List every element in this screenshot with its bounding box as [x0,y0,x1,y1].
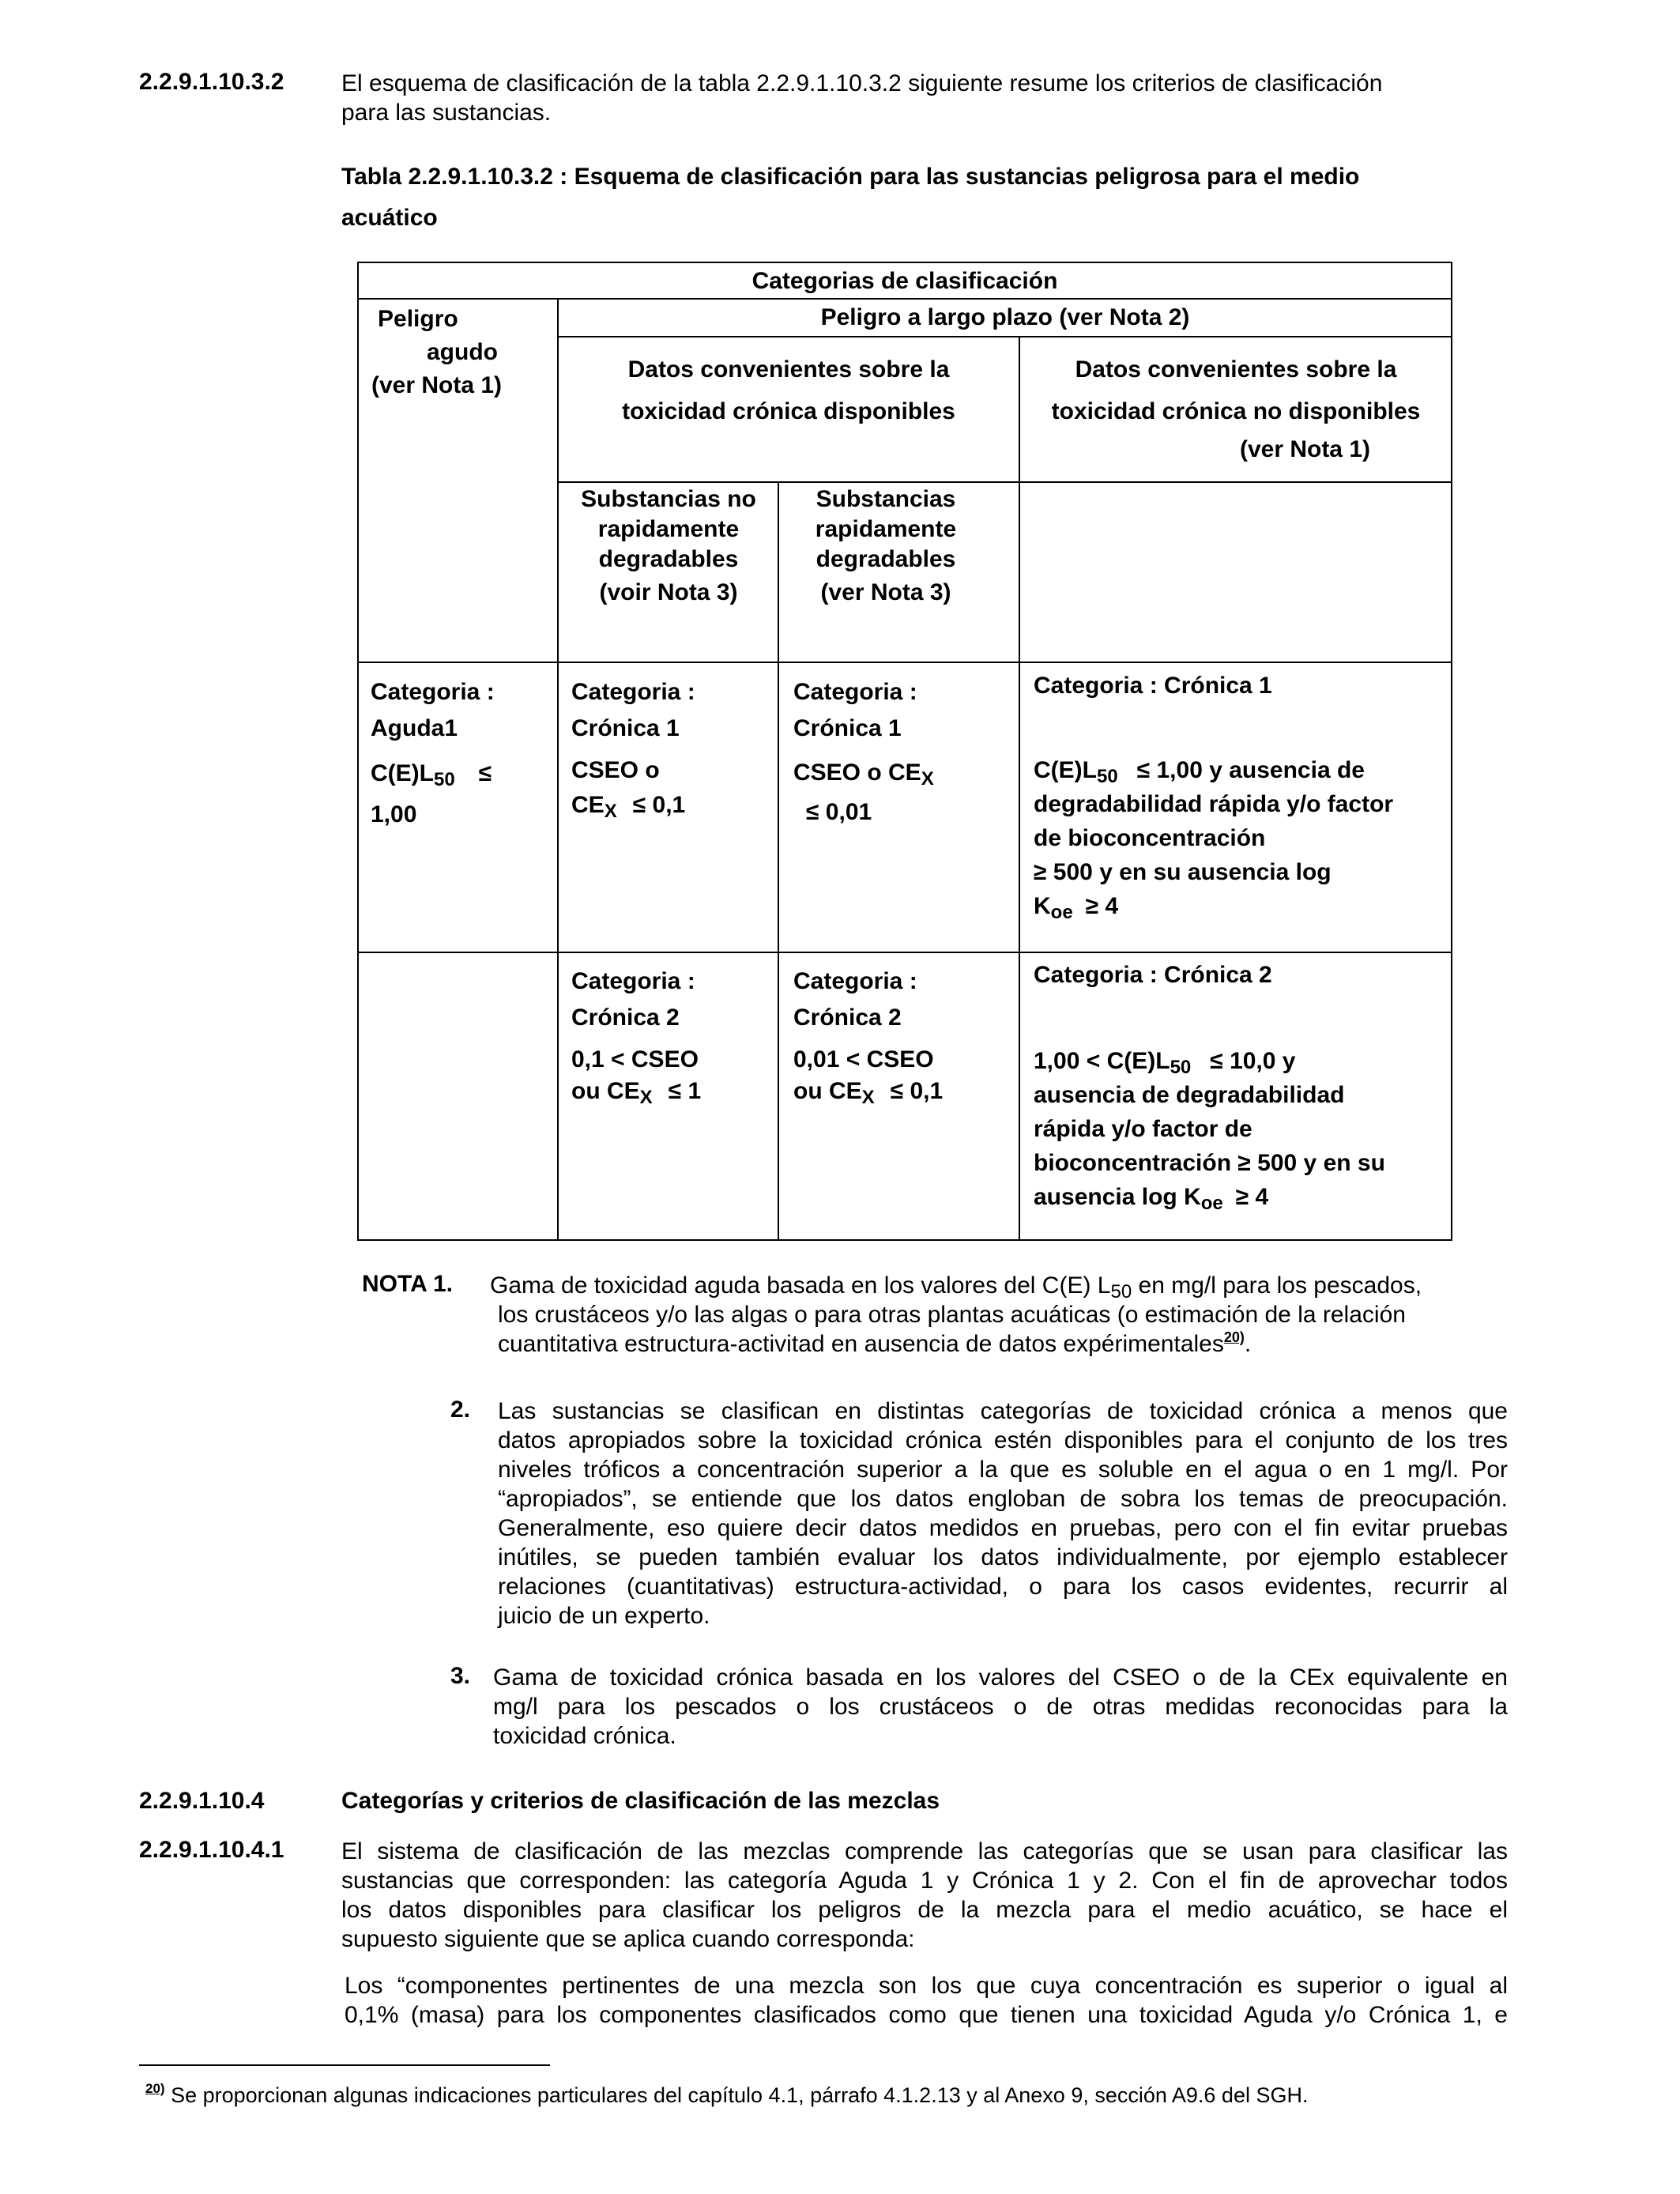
paragraph-line: Gama de toxicidad crónica basada en los valores del CSEO o de la CEx equivalente en [493,1664,1508,1691]
note-text: . [1244,1331,1252,1357]
cell-line: Crónica 2 [793,1005,902,1031]
footnote-text: Se proporcionan algunas indicaciones particulares del capítulo 4.1, párrafo 4.1.2.13 y al Anexo 9, sección A9.6 del SGH. [164,2083,1309,2107]
paragraph-line: 0,1% (masa) para los componentes clasificados como que tienen una toxicidad Aguda y/o Crónica 1, e [345,2002,1508,2028]
rapidly-degradable-header [779,484,993,611]
header-line: Substancias no [581,486,756,512]
paragraph-line: datos apropiados sobre la toxicidad crónica estén disponibles para el conjunto de los tres [498,1427,1508,1453]
crit-text: ≤ 0,1 [632,792,686,818]
section-paragraph [345,1971,1508,2030]
paragraph-line: relaciones (cuantitativas) estructura-actividad, o para los casos evidentes, recurrir al [498,1574,1508,1600]
paragraph-line: El esquema de clasificación de la tabla 2.2.9.1.10.3.2 siguiente resume los criterios de clasificación [341,70,1383,96]
note-sub: 50 [1110,1281,1132,1302]
paragraph-line: toxicidad crónica. [493,1723,676,1749]
crit-sub: oe [1050,902,1073,923]
crit-text: ≥ 500 y en su ausencia log [1034,859,1332,885]
header-line: rapidamente [597,516,740,542]
chronic1-nodata-criterion-cell [1034,753,1448,923]
section-number: 2.2.9.1.10.4 [139,1788,265,1814]
paragraph-line: inútiles, se pueden también evaluar los datos individualmente, por ejemplo establecer [498,1544,1508,1570]
crit-text: C(E)L [371,760,434,786]
header-line: (ver Nota 3) [820,579,951,605]
paragraph-line: Generalmente, eso quiere decir datos medidos en pruebas, pero con el fin evitar pruebas [498,1515,1508,1541]
chronic2-rapid-criterion-cell [793,1044,1007,1107]
crit-text: ≤ 0,01 [806,799,872,825]
paragraph-line: niveles tróficos a concentración superior a la que es soluble en el agua o en 1 mg/l. Por [498,1457,1508,1483]
caption-line: Tabla 2.2.9.1.10.3.2 : Esquema de clasificación para las sustancias peligrosa para el medio [341,164,1360,190]
crit-sub: oe [1200,1193,1223,1214]
footnote-mark: 20) [145,2081,165,2096]
crit-text: ≤ 10,0 y [1210,1048,1296,1074]
chronic2-nonrapid-criterion-cell [571,1044,769,1107]
cell-line: Categoria : [571,968,695,994]
header-line: (ver Nota 1) [371,372,503,398]
footnote-ref: 20) [1223,1329,1245,1345]
header-line: Datos convenientes sobre la [1075,356,1397,383]
crit-sub: X [639,1087,653,1108]
crit-text: CSEO o CE [793,760,921,786]
crit-text: ≤ 1 [668,1078,702,1104]
crit-text: bioconcentración ≥ 500 y en su [1034,1150,1385,1176]
header-line: (ver Nota 1) [1239,436,1370,462]
crit-text: ausencia de degradabilidad [1034,1082,1345,1108]
crit-sub: X [861,1087,875,1108]
table-caption [341,156,1511,239]
note3-label: 3. [450,1663,471,1689]
note1-text [490,1271,1509,1359]
crit-text: 1,00 < C(E)L [1034,1048,1170,1074]
paragraph-line: supuesto siguiente que se aplica cuando corresponda: [341,1926,915,1952]
note-text: cuantitativa estructura-activitad en ausencia de datos expérimentales [498,1331,1224,1357]
caption-line: acuático [341,205,438,231]
chronic-data-available-header [558,349,1019,432]
paragraph-line: para las sustancias. [341,100,552,126]
crit-text: K [1034,893,1051,919]
crit-text: 1,00 [371,801,417,827]
section-paragraph [341,69,1511,127]
crit-text: ≤ [478,760,492,786]
table-header-categories: Categorias de clasificación [751,268,1058,294]
header-line: Datos convenientes sobre la [627,356,950,383]
cell-line: Categoria : [793,968,917,994]
non-rapidly-degradable-header [558,484,779,611]
cell-line: Crónica 1 [571,715,680,741]
crit-sub: X [604,801,617,822]
chronic-data-not-available-header [1019,349,1452,467]
crit-text: degradabilidad rápida y/o factor [1034,791,1394,817]
note2-text [498,1397,1508,1630]
cell-line: Categoria : [371,679,495,705]
note-text: Gama de toxicidad aguda basada en los valores del C(E) L [490,1272,1111,1299]
acute-category-cell [371,674,552,747]
header-line: degradables [598,546,739,572]
crit-text: ≤ 1,00 y ausencia de [1136,757,1365,783]
crit-text: de bioconcentración [1034,825,1266,851]
section-paragraph [341,1837,1508,1954]
chronic1-nonrapid-criterion-cell [571,753,769,823]
crit-text: ou CE [571,1078,640,1104]
note3-text [493,1663,1508,1751]
crit-sub: X [921,768,934,790]
crit-sub: 50 [1170,1057,1192,1078]
crit-text: ≤ 0,1 [890,1078,944,1104]
chronic2-nodata-category-cell: Categoria : Crónica 2 [1034,962,1272,988]
paragraph-line: El sistema de clasificación de las mezclas comprende las categorías que se usan para clasificar las [341,1838,1508,1864]
note2-label: 2. [450,1397,471,1423]
chronic1-nodata-category-cell: Categoria : Crónica 1 [1034,673,1272,699]
crit-text: ≥ 4 [1085,893,1119,919]
crit-text: ≥ 4 [1235,1184,1269,1210]
cell-line: Categoria : [571,679,695,705]
crit-text: C(E)L [1034,757,1097,783]
cell-line: Crónica 1 [793,715,902,741]
header-line: toxicidad crónica no disponibles [1051,398,1421,424]
header-line: (voir Nota 3) [599,579,738,605]
crit-text: 0,1 < CSEO [571,1046,699,1072]
crit-text: CE [571,792,605,818]
crit-text: 0,01 < CSEO [793,1046,934,1072]
paragraph-line: sustancias que corresponden: las categoría Aguda 1 y Crónica 1 y 2. Con el fin de aprovechar todos [341,1868,1508,1894]
note-text: en mg/l para los pescados, [1132,1272,1422,1299]
note1-label: NOTA 1. [362,1271,454,1297]
footnote-rule [139,2064,550,2066]
paragraph-line: Las sustancias se clasifican en distintas categorías de toxicidad crónica a menos que [498,1398,1508,1424]
section-number: 2.2.9.1.10.4.1 [139,1837,284,1863]
header-line: Substancias [816,486,956,512]
paragraph-line: mg/l para los pescados o los crustáceos o de otras medidas reconocidas para la [493,1694,1508,1720]
footnote [145,2083,1489,2108]
crit-text: ausencia log K [1034,1184,1201,1210]
cell-line: Aguda1 [371,715,458,741]
section-number: 2.2.9.1.10.3.2 [139,69,284,95]
chronic1-rapid-category-cell [793,674,1007,747]
acute-hazard-header [371,303,553,402]
header-line: Peligro [378,306,458,332]
header-line: rapidamente [815,516,957,542]
chronic1-nonrapid-category-cell [571,674,769,747]
header-line: agudo [427,339,498,365]
crit-text: CSEO o [571,757,660,783]
crit-sub: 50 [1096,766,1118,787]
crit-text: ou CE [793,1078,862,1104]
paragraph-line: “apropiados”, se entiende que los datos engloban de sobra los temas de preocupación. [498,1486,1508,1512]
paragraph-line: juicio de un experto. [498,1603,710,1629]
long-term-hazard-header: Peligro a largo plazo (ver Nota 2) [820,304,1190,330]
chronic2-nonrapid-category-cell [571,963,769,1036]
crit-text: rápida y/o factor de [1034,1116,1252,1142]
header-line: degradables [816,546,956,572]
cell-line: Crónica 2 [571,1005,680,1031]
note-text: los crustáceos y/o las algas o para otras plantas acuáticas (o estimación de la relación [498,1302,1406,1328]
classification-table [357,262,1452,1241]
acute1-criterion-cell [371,753,552,835]
paragraph-line: Los “componentes pertinentes de una mezcla son los que cuya concentración es superior o igual al [345,1973,1508,1999]
paragraph-line: los datos disponibles para clasificar los peligros de la mezcla para el medio acuático, se hace el [341,1897,1508,1923]
chronic2-rapid-category-cell [793,963,1007,1036]
crit-sub: 50 [433,769,455,790]
cell-line: Categoria : [793,679,917,705]
chronic1-rapid-criterion-cell [793,753,1007,832]
section-title: Categorías y criterios de clasificación de las mezclas [341,1788,940,1814]
chronic2-nodata-criterion-cell [1034,1044,1448,1214]
header-line: toxicidad crónica disponibles [622,398,955,424]
